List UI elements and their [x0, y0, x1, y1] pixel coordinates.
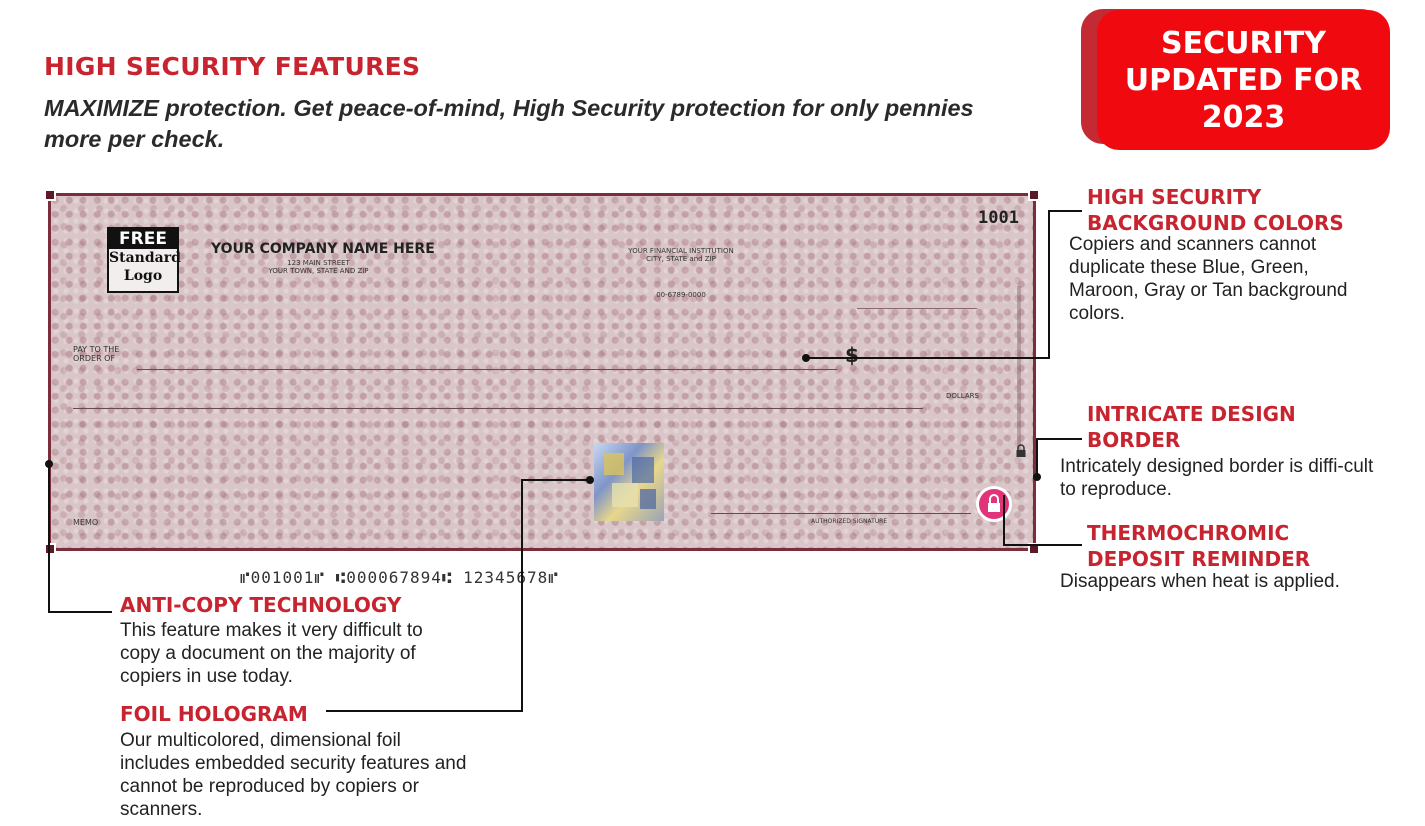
signature-label: AUTHORIZED SIGNATURE: [811, 518, 888, 525]
check-number: 1001: [978, 208, 1019, 228]
foil-hologram-callout-title: FOIL HOLOGRAM: [120, 702, 308, 726]
thermochromic-title-line-2: DEPOSIT REMINDER: [1087, 547, 1311, 571]
security-updated-badge: [1097, 10, 1390, 150]
signature-line: [711, 513, 971, 514]
logo-line-free: FREE: [109, 229, 177, 249]
payee-line: [137, 369, 837, 370]
amount-line: [857, 308, 977, 309]
written-amount-line: [73, 408, 923, 409]
logo-line-standard: Standard: [109, 250, 181, 266]
pay-to-label: [73, 345, 119, 363]
logo-line-logo: Logo: [123, 268, 163, 284]
dollars-label: DOLLARS: [946, 392, 979, 400]
security-features-microprint-icon: [1013, 286, 1025, 456]
high-security-callout-text: Copiers and scanners cannot duplicate these Blue, Green, Maroon, Gray or Tan background colors.: [1069, 234, 1348, 324]
anti-copy-callout-title: ANTI-COPY TECHNOLOGY: [120, 593, 402, 617]
high-security-title-line-2: BACKGROUND COLORS: [1087, 211, 1344, 235]
page-subtitle: MAXIMIZE protection. Get peace-of-mind, High Security protection for only pennies more per check.: [44, 95, 974, 152]
high-security-title-line-1: HIGH SECURITY: [1087, 185, 1262, 209]
company-address-line-2: YOUR TOWN, STATE AND ZIP: [268, 267, 369, 275]
micr-line: ⑈001001⑈ ⑆000067894⑆ 12345678⑈: [240, 568, 559, 587]
check-corner-bottom-right: [1028, 543, 1040, 555]
anti-copy-callout-text: This feature makes it very difficult to copy a document on the majority of copiers in use today.: [120, 620, 423, 687]
foil-hologram-icon: [594, 443, 664, 521]
check-corner-top-left: [44, 189, 56, 201]
thermochromic-callout-text: Disappears when heat is applied.: [1060, 571, 1340, 592]
foil-hologram-callout-text: Our multicolored, dimensional foil includes embedded security features and cannot be reproduced by copiers or scanners.: [120, 730, 467, 820]
intricate-design-title-line-1: INTRICATE DESIGN: [1087, 402, 1296, 426]
thermochromic-padlock-icon: [979, 489, 1009, 519]
page-title: HIGH SECURITY FEATURES: [44, 52, 421, 81]
high-security-callout-title: [1087, 184, 1344, 236]
thermochromic-callout-title: [1087, 520, 1310, 572]
check-corner-bottom-left: [44, 543, 56, 555]
badge-line-2: UPDATED FOR: [1124, 62, 1363, 98]
thermochromic-title-line-1: THERMOCHROMIC: [1087, 521, 1290, 545]
logo-placeholder: [107, 227, 179, 293]
bank-city: CITY, STATE and ZIP: [646, 255, 716, 263]
badge-line-3: 2023: [1201, 99, 1286, 135]
pay-to-label-line-1: PAY TO THE: [73, 345, 120, 354]
pay-to-label-line-2: ORDER OF: [73, 354, 116, 363]
intricate-design-callout-text: Intricately designed border is diffi-cult to reproduce.: [1060, 456, 1374, 500]
bank-name: YOUR FINANCIAL INSTITUTION: [628, 247, 734, 255]
bank-routing-number: 00-6789-0000: [656, 291, 706, 299]
company-address-line-1: 123 MAIN STREET: [287, 259, 350, 267]
memo-label: MEMO: [73, 518, 99, 527]
check-corner-top-right: [1028, 189, 1040, 201]
thermochromic-lock-icon: [976, 486, 1012, 522]
padlock-icon: [1015, 444, 1027, 458]
dollar-sign: $: [845, 343, 859, 367]
intricate-design-callout-title: [1087, 401, 1296, 453]
sample-check: [48, 193, 1036, 551]
company-name: YOUR COMPANY NAME HERE: [211, 241, 435, 257]
badge-line-1: SECURITY: [1161, 25, 1326, 61]
intricate-design-title-line-2: BORDER: [1087, 428, 1181, 452]
